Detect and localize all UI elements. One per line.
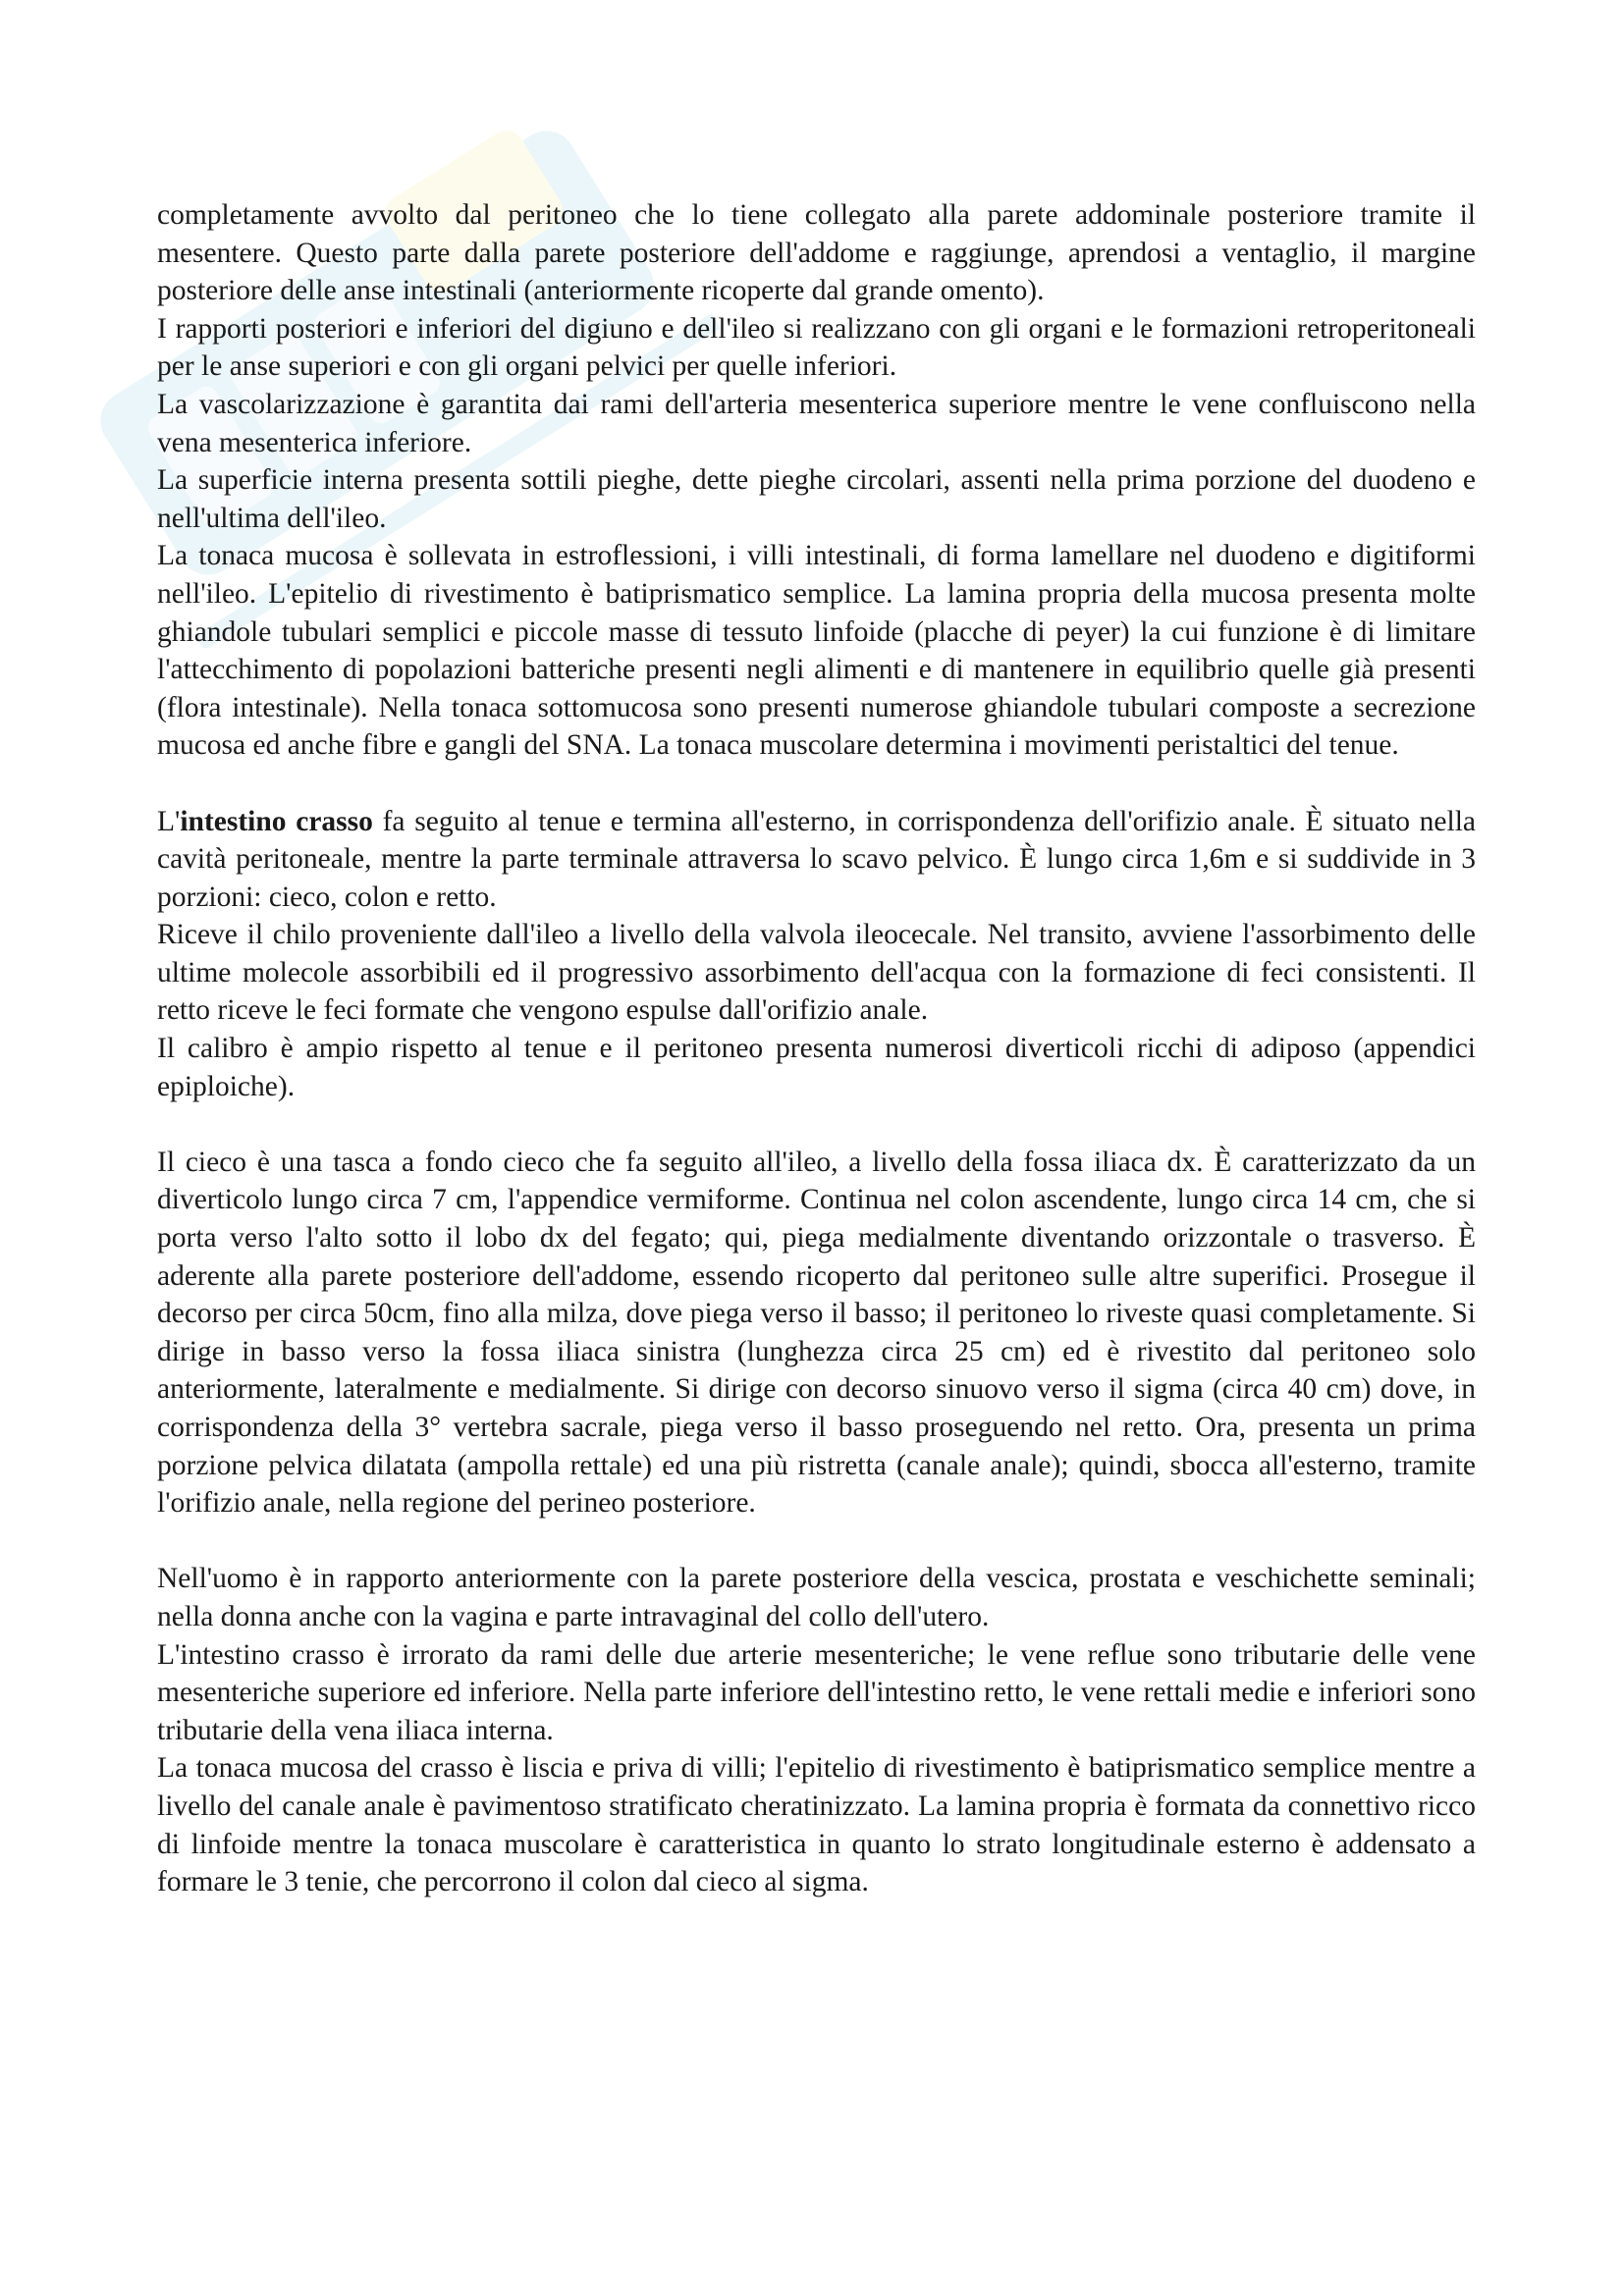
paragraph-calibro: Il calibro è ampio rispetto al tenue e il peritoneo presenta numerosi diverticoli ricchi di adiposo (appendici epiploiche).	[157, 1033, 1476, 1102]
paragraph-peritoneo: completamente avvolto dal peritoneo che lo tiene collegato alla parete addominale posteriore tramite il mesentere. Questo parte dalla parete posteriore dell'addome e raggiunge, aprendosi a ventaglio, il margine posteriore delle anse intestinali (anteriormente ricoperte dal grande omento).	[157, 199, 1476, 307]
paragraph-gap	[157, 1105, 1476, 1144]
body-text	[157, 196, 1476, 1901]
paragraph-gap	[157, 765, 1476, 803]
paragraph-intestino-crasso	[157, 803, 1476, 917]
paragraph-cieco-colon: Il cieco è una tasca a fondo cieco che fa seguito all'ileo, a livello della fossa iliaca dx. È caratterizzato da un diverticolo lungo circa 7 cm, l'appendice vermiforme. Continua nel colon ascendente, lungo circa 14 cm, che si porta verso l'alto sotto il lobo dx del fegato; qui, piega medialmente diventando orizzontale o trasverso. È aderente alla parete posteriore dell'addome, essendo ricoperto dal peritoneo sulle altre superifici. Prosegue il decorso per circa 50cm, fino alla milza, dove piega verso il basso; il peritoneo lo riveste quasi completamente. Si dirige in basso verso la fossa iliaca sinistra (lunghezza circa 25 cm) ed è rivestito dal peritoneo solo anteriormente, lateralmente e medialmente. Si dirige con decorso sinuovo verso il sigma (circa 40 cm) dove, in corrispondenza della 3° vertebra sacrale, piega verso il basso proseguendo nel retto. Ora, presenta un prima porzione pelvica dilatata (ampolla rettale) ed una più ristretta (canale anale); quindi, sbocca all'esterno, tramite l'orifizio anale, nella regione del perineo posteriore.	[157, 1146, 1476, 1520]
crasso-rest: fa seguito al tenue e termina all'esterno, in corrispondenza dell'orifizio anale. È situato nella cavità peritoneale, mentre la parte terminale attraversa lo scavo pelvico. È lungo circa 1,6m e si suddivide in 3 porzioni: cieco, colon e retto.	[157, 805, 1476, 913]
paragraph-chilo: Riceve il chilo proveniente dall'ileo a livello della valvola ileocecale. Nel transito, avviene l'assorbimento delle ultime molecole assorbibili ed il progressivo assorbimento dell'acqua con la formazione di feci consistenti. Il retto riceve le feci formate che vengono espulse dall'orifizio anale.	[157, 919, 1476, 1027]
paragraph-gap	[157, 1522, 1476, 1561]
paragraph-tonaca-mucosa-tenue: La tonaca mucosa è sollevata in estroflessioni, i villi intestinali, di forma lamellare nel duodeno e digitiformi nell'ileo. L'epitelio di rivestimento è batiprismatico semplice. La lamina propria della mucosa presenta molte ghiandole tubulari semplici e piccole masse di tessuto linfoide (placche di peyer) la cui funzione è di limitare l'attecchimento di popolazioni batteriche presenti negli alimenti e di mantenere in equilibrio quelle già presenti (flora intestinale). Nella tonaca sottomucosa sono presenti numerose ghiandole tubulari composte a secrezione mucosa ed anche fibre e gangli del SNA. La tonaca muscolare determina i movimenti peristaltici del tenue.	[157, 540, 1476, 762]
crasso-prefix: L'	[157, 805, 181, 837]
paragraph-vascolarizzazione: La vascolarizzazione è garantita dai rami dell'arteria mesenterica superiore mentre le vene confluiscono nella vena mesenterica inferiore.	[157, 388, 1476, 458]
paragraph-irrorazione: L'intestino crasso è irrorato da rami delle due arterie mesenteriche; le vene reflue sono tributarie delle vene mesenteriche superiore ed inferiore. Nella parte inferiore dell'intestino retto, le vene rettali medie e inferiori sono tributarie della vena iliaca interna.	[157, 1638, 1476, 1746]
paragraph-superficie-interna: La superficie interna presenta sottili pieghe, dette pieghe circolari, assenti nella prima porzione del duodeno e nell'ultima dell'ileo.	[157, 464, 1476, 534]
paragraph-tonaca-mucosa-crasso: La tonaca mucosa del crasso è liscia e priva di villi; l'epitelio di rivestimento è batiprismatico semplice mentre a livello del canale anale è pavimentoso stratificato cheratinizzato. La lamina propria è formata da connettivo ricco di linfoide mentre la tonaca muscolare è caratteristica in quanto lo strato longitudinale esterno è addensato a formare le 3 tenie, che percorrono il colon dal cieco al sigma.	[157, 1752, 1476, 1898]
paragraph-rapporti: I rapporti posteriori e inferiori del digiuno e dell'ileo si realizzano con gli organi e le formazioni retroperitoneali per le anse superiori e con gli organi pelvici per quelle inferiori.	[157, 312, 1476, 383]
paragraph-rapporti-crasso: Nell'uomo è in rapporto anteriormente con la parete posteriore della vescica, prostata e veschichette seminali; nella donna anche con la vagina e parte intravaginal del collo dell'utero.	[157, 1563, 1476, 1632]
crasso-term: intestino crasso	[180, 805, 373, 837]
